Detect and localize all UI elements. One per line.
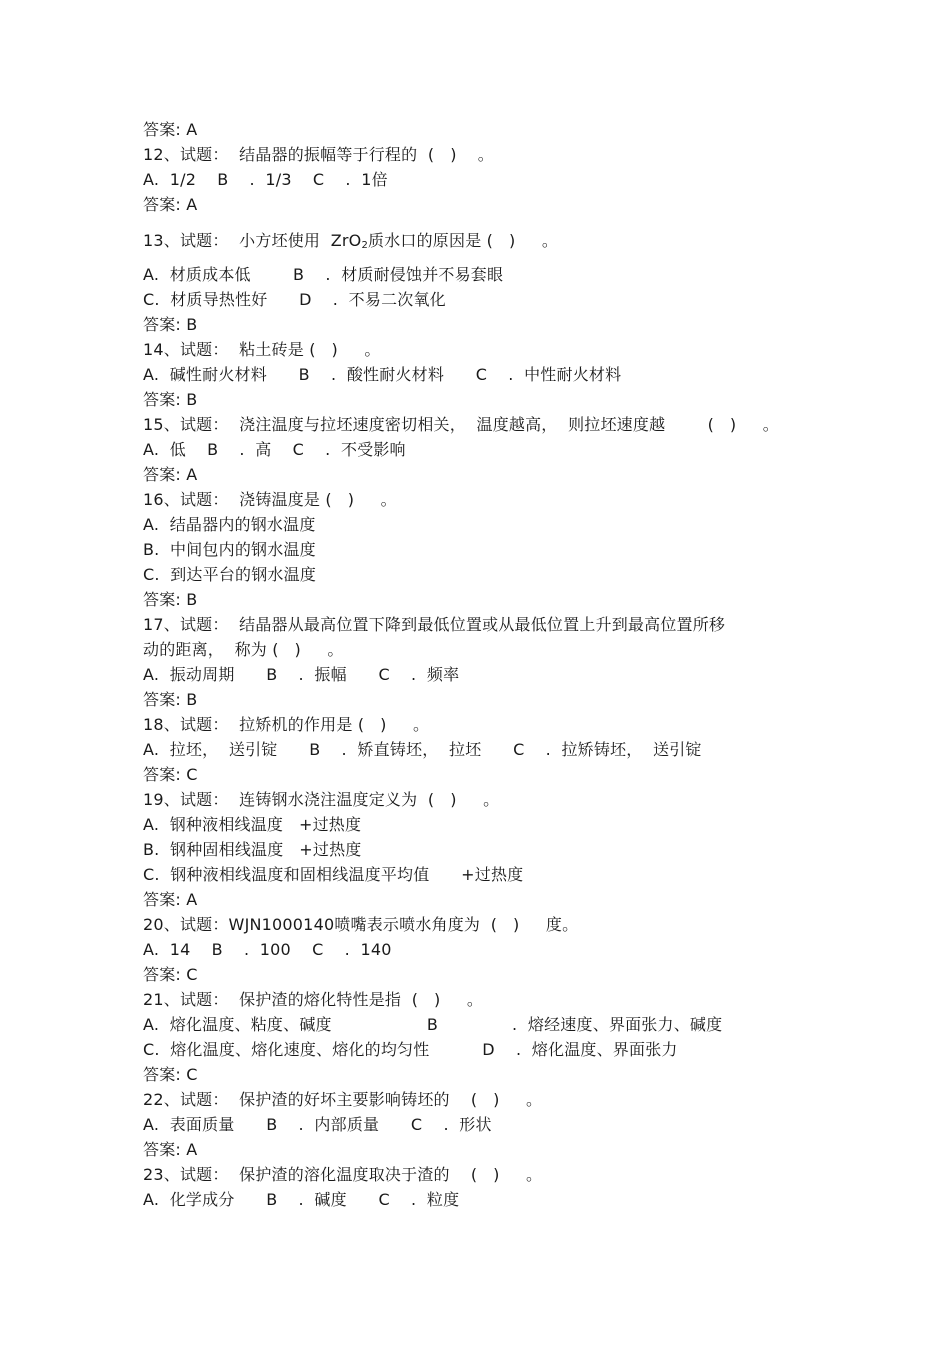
options-22: A. 表面质量 B . 内部质量 C . 形状 [143, 1115, 492, 1134]
options-21-ab: A. 熔化温度、粘度、碱度 B . 熔经速度、界面张力、碱度 [143, 1015, 723, 1034]
question-13-head: 13、试题： 小方坯使用 ZrO [143, 231, 362, 250]
options-12: A. 1/2 B . 1/3 C . 1倍 [143, 170, 388, 189]
options-15: A. 低 B . 高 C . 不受影响 [143, 440, 406, 459]
options-13-cd: C. 材质导热性好 D . 不易二次氧化 [143, 290, 446, 309]
options-18: A. 拉坯， 送引锭 B . 矫直铸坯， 拉坯 C . 拉矫铸坯， 送引锭 [143, 740, 702, 759]
answer-18: 答案: C [143, 765, 198, 784]
question-18: 18、试题： 拉矫机的作用是 ( ) 。 [143, 715, 430, 734]
option-19-a: A. 钢种液相线温度 +过热度 [143, 815, 362, 834]
question-13 [143, 228, 923, 253]
answer-13: 答案: B [143, 315, 198, 334]
answer-22: 答案: A [143, 1140, 198, 1159]
question-15: 15、试题： 浇注温度与拉坯速度密切相关， 温度越高， 则拉坯速度越 ( ) 。 [143, 415, 779, 434]
question-19: 19、试题： 连铸钢水浇注温度定义为 ( ) 。 [143, 790, 500, 809]
answer-line: 答案: A [143, 120, 198, 139]
question-13-tail: 质水口的原因是 ( ) 。 [368, 231, 559, 250]
question-17-cont: 动的距离， 称为 ( ) 。 [143, 640, 344, 659]
option-16-b: B. 中间包内的钢水温度 [143, 540, 316, 559]
options-14: A. 碱性耐火材料 B . 酸性耐火材料 C . 中性耐火材料 [143, 365, 622, 384]
answer-16: 答案: B [143, 590, 198, 609]
option-19-b: B. 钢种固相线温度 +过热度 [143, 840, 362, 859]
question-21: 21、试题： 保护渣的熔化特性是指 ( ) 。 [143, 990, 484, 1009]
options-20: A. 14 B . 100 C . 140 [143, 940, 392, 959]
answer-12: 答案: A [143, 195, 198, 214]
question-22: 22、试题： 保护渣的好坏主要影响铸坯的 ( ) 。 [143, 1090, 543, 1109]
answer-14: 答案: B [143, 390, 198, 409]
document-page [143, 117, 923, 1212]
question-13-subscript: 2 [361, 240, 368, 251]
option-16-a: A. 结晶器内的钢水温度 [143, 515, 316, 534]
question-16: 16、试题： 浇铸温度是 ( ) 。 [143, 490, 397, 509]
answer-19: 答案: A [143, 890, 198, 909]
option-16-c: C. 到达平台的钢水温度 [143, 565, 317, 584]
options-21-cd: C. 熔化温度、熔化速度、熔化的均匀性 D . 熔化温度、界面张力 [143, 1040, 678, 1059]
options-17: A. 振动周期 B . 振幅 C . 频率 [143, 665, 460, 684]
answer-21: 答案: C [143, 1065, 198, 1084]
answer-20: 答案: C [143, 965, 198, 984]
options-23: A. 化学成分 B . 碱度 C . 粒度 [143, 1190, 460, 1209]
question-14: 14、试题： 粘土砖是 ( ) 。 [143, 340, 381, 359]
question-20: 20、试题：WJN1000140喷嘴表示喷水角度为 ( ) 度。 [143, 915, 579, 934]
answer-17: 答案: B [143, 690, 198, 709]
options-13-ab: A. 材质成本低 B . 材质耐侵蚀并不易套眼 [143, 265, 504, 284]
answer-15: 答案: A [143, 465, 198, 484]
question-12: 12、试题： 结晶器的振幅等于行程的 ( ) 。 [143, 145, 494, 164]
question-17: 17、试题： 结晶器从最高位置下降到最低位置或从最低位置上升到最高位置所移 [143, 615, 726, 634]
option-19-c: C. 钢种液相线温度和固相线温度平均值 +过热度 [143, 865, 524, 884]
question-23: 23、试题： 保护渣的溶化温度取决于渣的 ( ) 。 [143, 1165, 543, 1184]
